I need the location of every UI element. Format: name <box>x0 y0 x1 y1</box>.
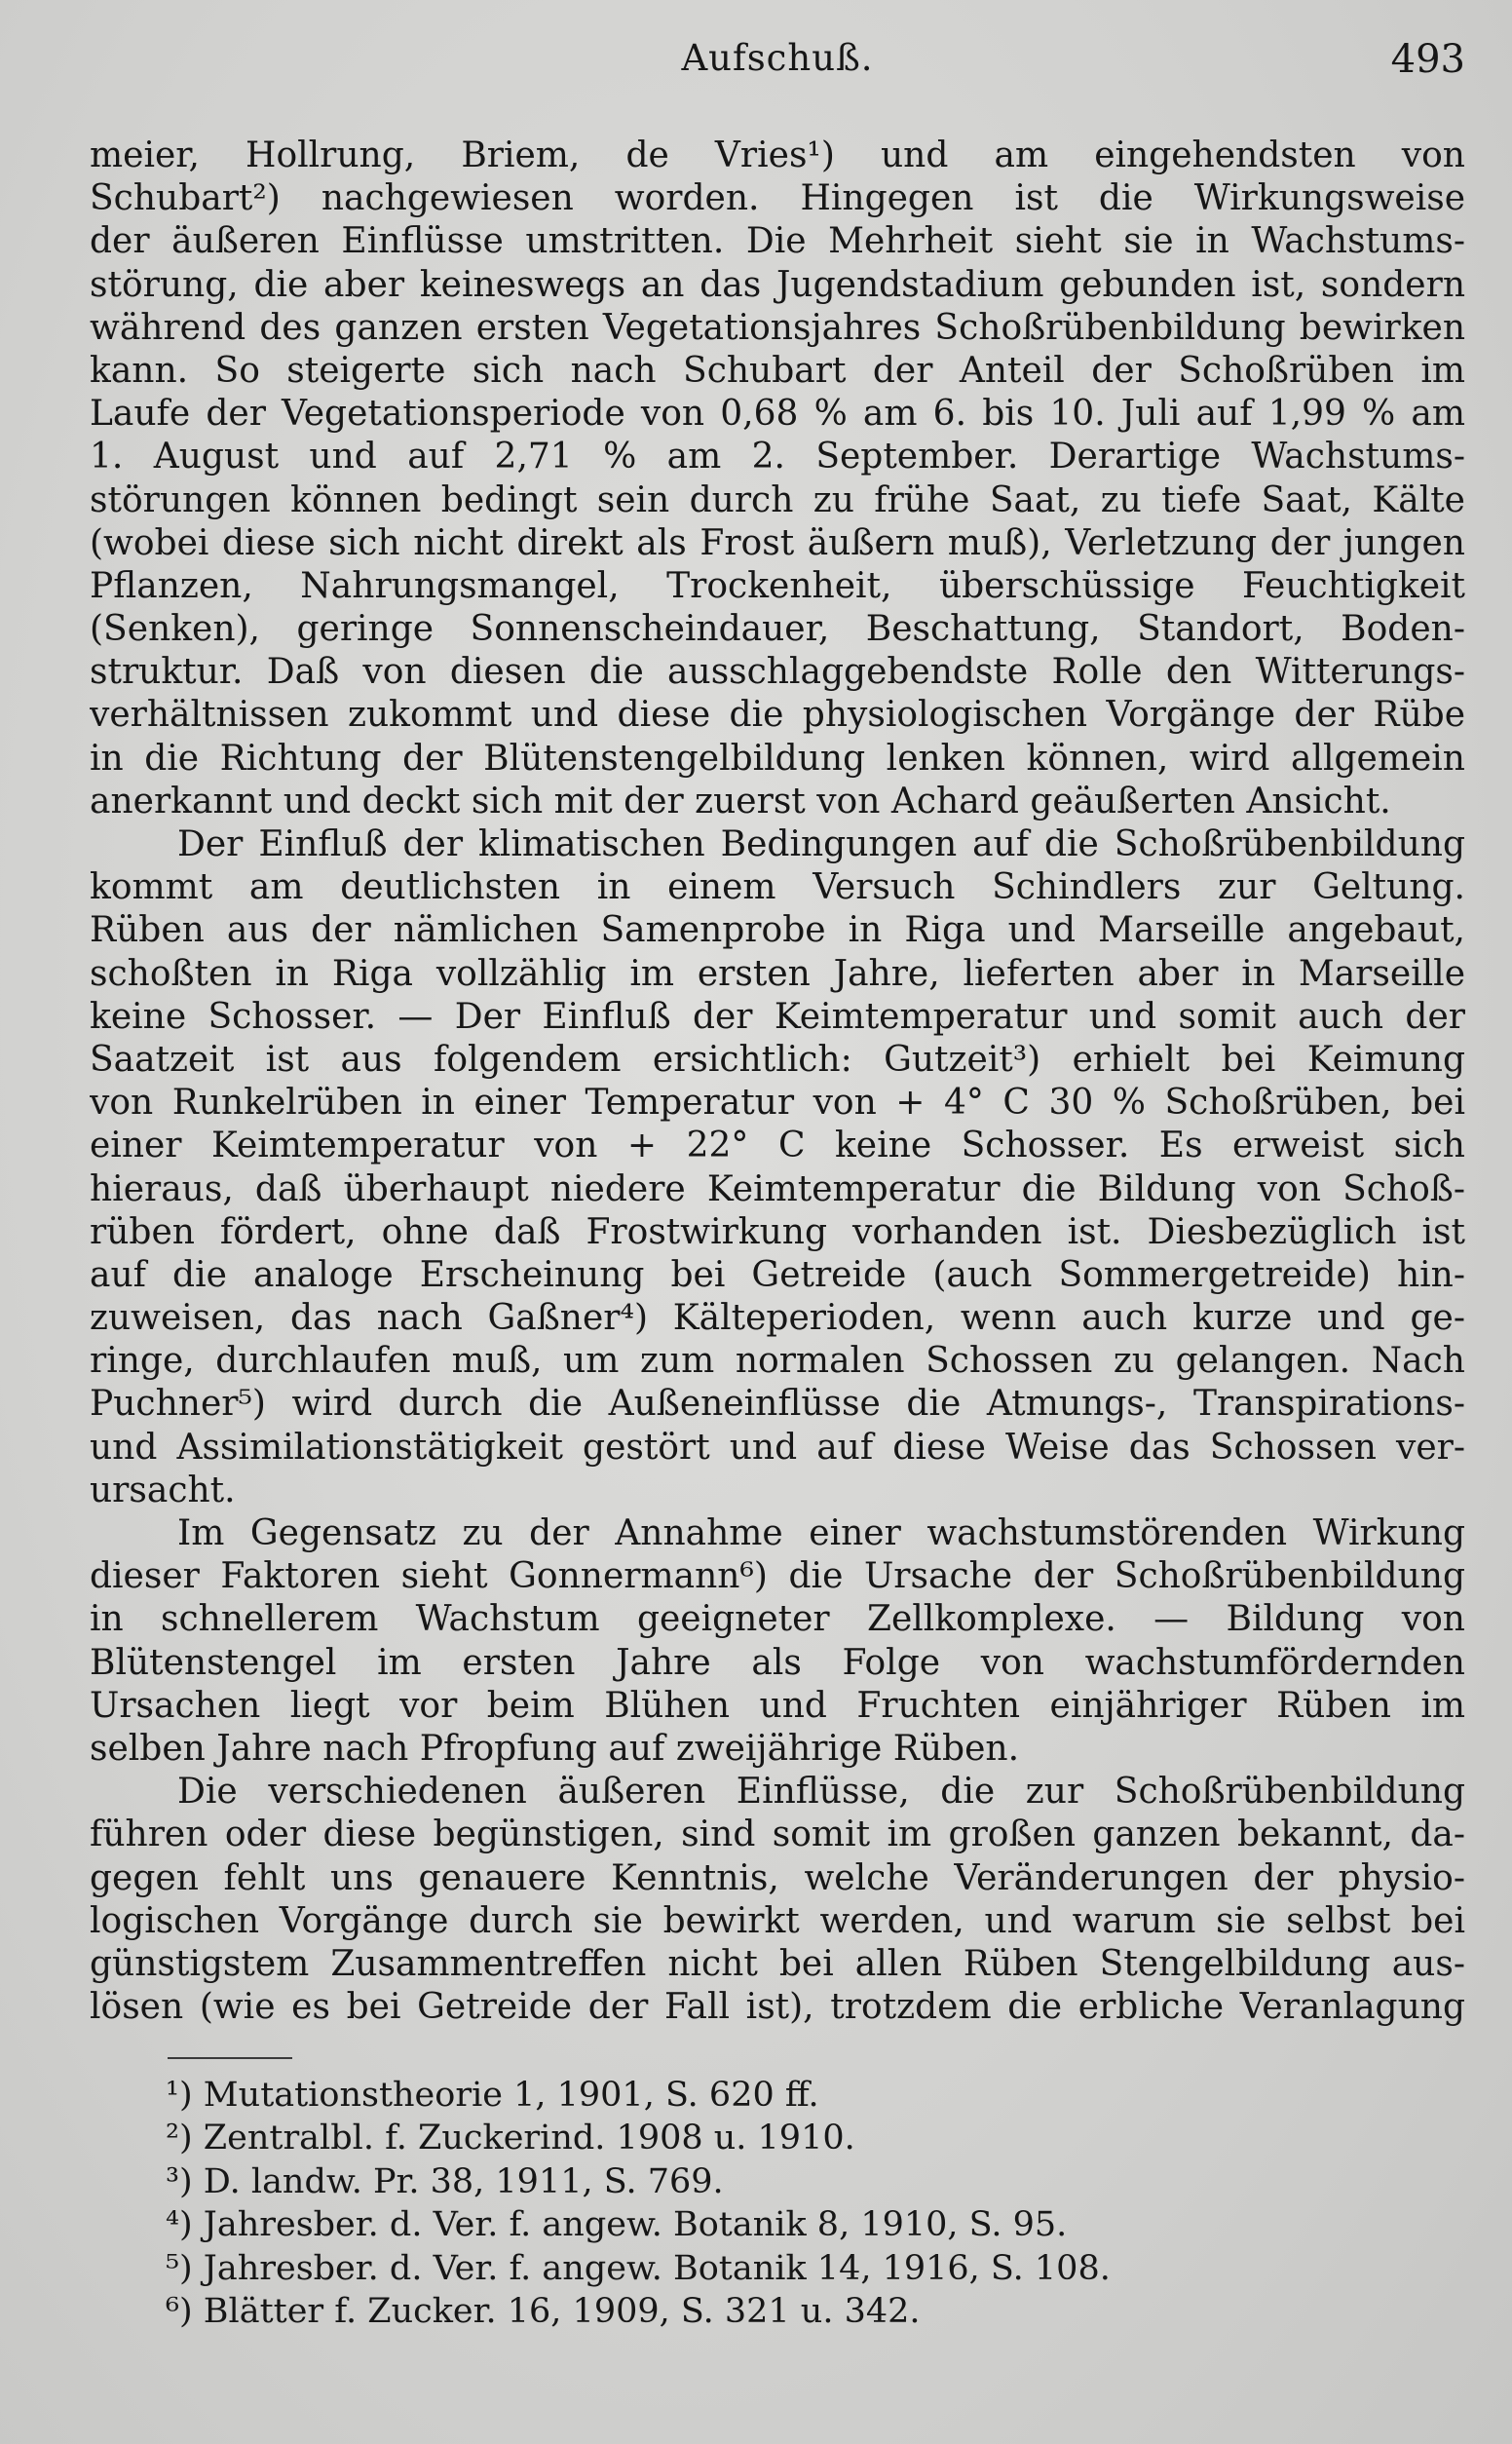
text-line: zuweisen, das nach Gaßner⁴) Kälteperioden, wenn auch kurze und ge- <box>90 1298 1465 1339</box>
text-line: gegen fehlt uns genauere Kenntnis, welche Veränderungen der physio- <box>90 1857 1465 1898</box>
text-line: in schnellerem Wachstum geeigneter Zellkomplexe. — Bildung von <box>90 1599 1465 1640</box>
text-line: (wobei diese sich nicht direkt als Frost äußern muß), Verletzung der jungen <box>90 522 1465 563</box>
text-line: kommt am deutlichsten in einem Versuch Schindlers zur Geltung. <box>90 867 1465 908</box>
text-line: lösen (wie es bei Getreide der Fall ist), trotzdem die erbliche Veranlagung <box>90 1987 1465 2028</box>
text-line: von Runkelrüben in einer Temperatur von + 4° C 30 % Schoßrüben, bei <box>90 1083 1465 1124</box>
text-line: Puchner⁵) wird durch die Außeneinflüsse die Atmungs-, Transpirations- <box>90 1384 1465 1425</box>
text-line: Ursachen liegt vor beim Blühen und Fruchten einjähriger Rüben im <box>90 1685 1465 1726</box>
body-text <box>90 134 1465 2029</box>
text-line: selben Jahre nach Pfropfung auf zweijährige Rüben. <box>90 1728 1020 1769</box>
text-line: und Assimilationstätigkeit gestört und auf diese Weise das Schossen ver- <box>90 1427 1465 1468</box>
footnote: ⁴) Jahresber. d. Ver. f. angew. Botanik 8, 1910, S. 95. <box>166 2205 1068 2245</box>
text-line: schoßten in Riga vollzählig im ersten Jahre, lieferten aber in Marseille <box>90 953 1465 994</box>
footnote: ⁶) Blätter f. Zucker. 16, 1909, S. 321 u. 342. <box>166 2291 921 2331</box>
text-line: Der Einfluß der klimatischen Bedingungen auf die Schoßrübenbildung <box>177 824 1465 864</box>
text-line: logischen Vorgänge durch sie bewirkt werden, und warum sie selbst bei <box>90 1900 1465 1941</box>
footnote: ⁵) Jahresber. d. Ver. f. angew. Botanik 14, 1916, S. 108. <box>166 2248 1111 2288</box>
running-title: Aufschuß. <box>681 37 874 79</box>
text-line: kann. So steigerte sich nach Schubart der Anteil der Schoßrüben im <box>90 350 1465 391</box>
footnote: ³) D. landw. Pr. 38, 1911, S. 769. <box>166 2161 724 2201</box>
text-line: ringe, durchlaufen muß, um zum normalen Schossen zu gelangen. Nach <box>90 1341 1465 1382</box>
text-line: Pflanzen, Nahrungsmangel, Trockenheit, überschüssige Feuchtigkeit <box>90 565 1465 606</box>
text-line: günstigstem Zusammentreffen nicht bei allen Rüben Stengelbildung aus- <box>90 1943 1465 1984</box>
text-line: Im Gegensatz zu der Annahme einer wachstumstörenden Wirkung <box>177 1513 1465 1553</box>
text-line: führen oder diese begünstigen, sind somit im großen ganzen bekannt, da- <box>90 1814 1465 1855</box>
text-line: dieser Faktoren sieht Gonnermann⁶) die Ursache der Schoßrübenbildung <box>90 1556 1465 1597</box>
footnotes <box>166 2074 1237 2333</box>
text-line: verhältnissen zukommt und diese die physiologischen Vorgänge der Rübe <box>90 695 1465 736</box>
footnote: ¹) Mutationstheorie 1, 1901, S. 620 ff. <box>166 2076 819 2115</box>
text-line: der äußeren Einflüsse umstritten. Die Mehrheit sieht sie in Wachstums- <box>90 221 1465 262</box>
text-line: störung, die aber keineswegs an das Jugendstadium gebunden ist, sondern <box>90 264 1465 305</box>
text-line: Schubart²) nachgewiesen worden. Hingegen ist die Wirkungsweise <box>90 178 1465 219</box>
text-line: Saatzeit ist aus folgendem ersichtlich: Gutzeit³) erhielt bei Keimung <box>90 1039 1465 1080</box>
text-line: einer Keimtemperatur von + 22° C keine Schosser. Es erweist sich <box>90 1126 1465 1166</box>
text-line: anerkannt und deckt sich mit der zuerst von Achard geäußerten Ansicht. <box>90 781 1391 821</box>
text-line: rüben fördert, ohne daß Frostwirkung vorhanden ist. Diesbezüglich ist <box>90 1211 1465 1252</box>
text-line: hieraus, daß überhaupt niedere Keimtemperatur die Bildung von Schoß- <box>90 1168 1465 1209</box>
page-number: 493 <box>1390 37 1465 82</box>
text-line: keine Schosser. — Der Einfluß der Keimtemperatur und somit auch der <box>90 996 1465 1037</box>
text-line: Die verschiedenen äußeren Einflüsse, die zur Schoßrübenbildung <box>177 1772 1465 1813</box>
text-line: störungen können bedingt sein durch zu frühe Saat, zu tiefe Saat, Kälte <box>90 479 1465 520</box>
page-header <box>90 37 1465 95</box>
text-line: Laufe der Vegetationsperiode von 0,68 % am 6. bis 10. Juli auf 1,99 % am <box>90 394 1465 435</box>
text-line: 1. August und auf 2,71 % am 2. September. Derartige Wachstums- <box>90 437 1465 477</box>
text-line: Blütenstengel im ersten Jahre als Folge von wachstumfördernden <box>90 1642 1465 1683</box>
footnote: ²) Zentralbl. f. Zuckerind. 1908 u. 1910. <box>166 2119 855 2158</box>
footnote-divider <box>168 2057 292 2059</box>
text-line: Rüben aus der nämlichen Samenprobe in Riga und Marseille angebaut, <box>90 910 1465 951</box>
text-line: ursacht. <box>90 1470 236 1510</box>
text-line: (Senken), geringe Sonnenscheindauer, Beschattung, Standort, Boden- <box>90 609 1465 650</box>
text-line: meier, Hollrung, Briem, de Vries¹) und am eingehendsten von <box>90 135 1465 175</box>
text-line: struktur. Daß von diesen die ausschlaggebendste Rolle den Witterungs- <box>90 652 1465 693</box>
text-line: während des ganzen ersten Vegetationsjahres Schoßrübenbildung bewirken <box>90 307 1465 348</box>
text-line: auf die analoge Erscheinung bei Getreide (auch Sommergetreide) hin- <box>90 1254 1465 1295</box>
text-line: in die Richtung der Blütenstengelbildung lenken können, wird allgemein <box>90 738 1465 779</box>
